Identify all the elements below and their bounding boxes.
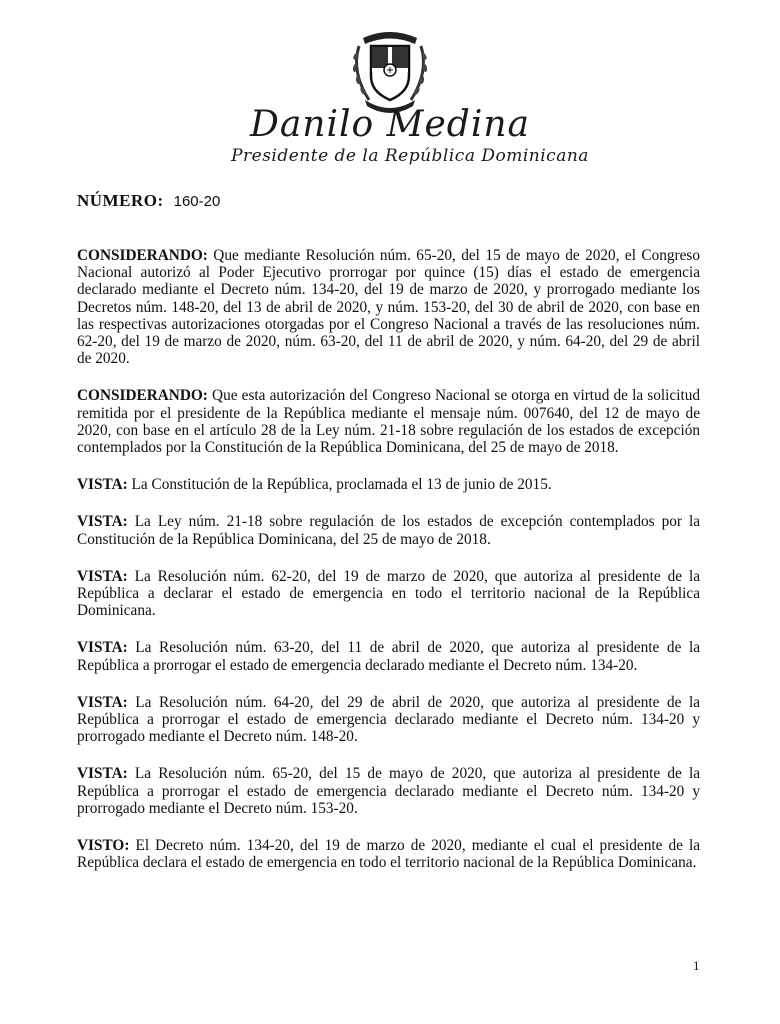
paragraph-keyword: VISTA: [77, 513, 128, 531]
paragraph [77, 568, 700, 620]
paragraph [77, 476, 700, 493]
paragraph-text: Que esta autorización del Congreso Nacional se otorga en virtud de la solicitud remitida por el presidente de la República mediante el mensaje núm. 007640, del 12 de mayo de 2020, con base en el artículo 28 de la Ley núm. 21-18 sobre regulación de los estados de excepción contemplados por la Constitución de la República Dominicana, del 25 de mayo de 2018. [77, 387, 700, 457]
paragraph-keyword: CONSIDERANDO: [77, 387, 208, 405]
paragraph-text: La Resolución núm. 62-20, del 19 de marzo de 2020, que autoriza al presidente de la República a declarar el estado de emergencia en todo el territorio nacional de la República Dominicana. [77, 567, 700, 620]
header-name: Danilo Medina [249, 104, 531, 145]
paragraph-text: La Resolución núm. 64-20, del 29 de abril de 2020, que autoriza al presidente de la República a prorrogar el estado de emergencia declarado mediante el Decreto núm. 134-20 y prorrogado mediante el Decreto núm. 148-20. [77, 693, 700, 746]
document-number [77, 191, 220, 211]
document-body [77, 247, 700, 891]
paragraph-text: Que mediante Resolución núm. 65-20, del 15 de mayo de 2020, el Congreso Nacional autorizó al Poder Ejecutivo prorrogar por quince (15) días el estado de emergencia declarado mediante el Decreto núm. 134-20, del 19 de marzo de 2020, y prorrogado mediante los Decretos núm. 148-20, del 13 de abril de 2020, y núm. 153-20, del 30 de abril de 2020, con base en las respectivas autorizaciones otorgadas por el Congreso Nacional a través de las resoluciones núm. 62-20, del 19 de marzo de 2020, núm. 63-20, del 11 de abril de 2020, y núm. 64-20, del 29 de abril de 2020. [77, 247, 700, 368]
paragraph [77, 247, 700, 367]
paragraph-text: La Resolución núm. 65-20, del 15 de mayo de 2020, que autoriza al presidente de la República a prorrogar el estado de emergencia declarado mediante el Decreto núm. 134-20 y prorrogado mediante el Decreto núm. 153-20. [77, 765, 700, 817]
paragraph [77, 837, 700, 871]
paragraph [77, 765, 700, 817]
paragraph [77, 694, 700, 746]
document-number-value: 160-20 [173, 193, 221, 210]
paragraph-text: La Resolución núm. 63-20, del 11 de abril de 2020, que autoriza al presidente de la República a prorrogar el estado de emergencia declarado mediante el Decreto núm. 134-20. [77, 639, 700, 674]
paragraph-keyword: VISTA: [77, 693, 128, 711]
paragraph-text: La Ley núm. 21-18 sobre regulación de los estados de excepción contemplados por la Constitución de la República Dominicana, del 25 de mayo de 2018. [77, 513, 700, 548]
paragraph [77, 387, 700, 456]
paragraph [77, 513, 700, 547]
paragraph-keyword: VISTA: [77, 476, 128, 494]
paragraph-text: El Decreto núm. 134-20, del 19 de marzo de 2020, mediante el cual el presidente de la República declara el estado de emergencia en todo el territorio nacional de la República Dominicana. [77, 837, 700, 872]
coat-of-arms-icon [345, 24, 435, 116]
paragraph [77, 639, 700, 673]
document-number-label: NÚMERO: [77, 191, 164, 210]
paragraph-keyword: VISTA: [77, 567, 128, 585]
paragraph-keyword: CONSIDERANDO: [77, 247, 208, 264]
paragraph-keyword: VISTA: [77, 765, 128, 783]
paragraph-keyword: VISTO: [77, 837, 130, 855]
paragraph-text: La Constitución de la República, proclamada el 13 de junio de 2015. [127, 476, 552, 494]
paragraph-keyword: VISTA: [77, 639, 128, 657]
header-subtitle: Presidente de la República Dominicana [231, 146, 589, 166]
page-number: 1 [693, 958, 700, 973]
